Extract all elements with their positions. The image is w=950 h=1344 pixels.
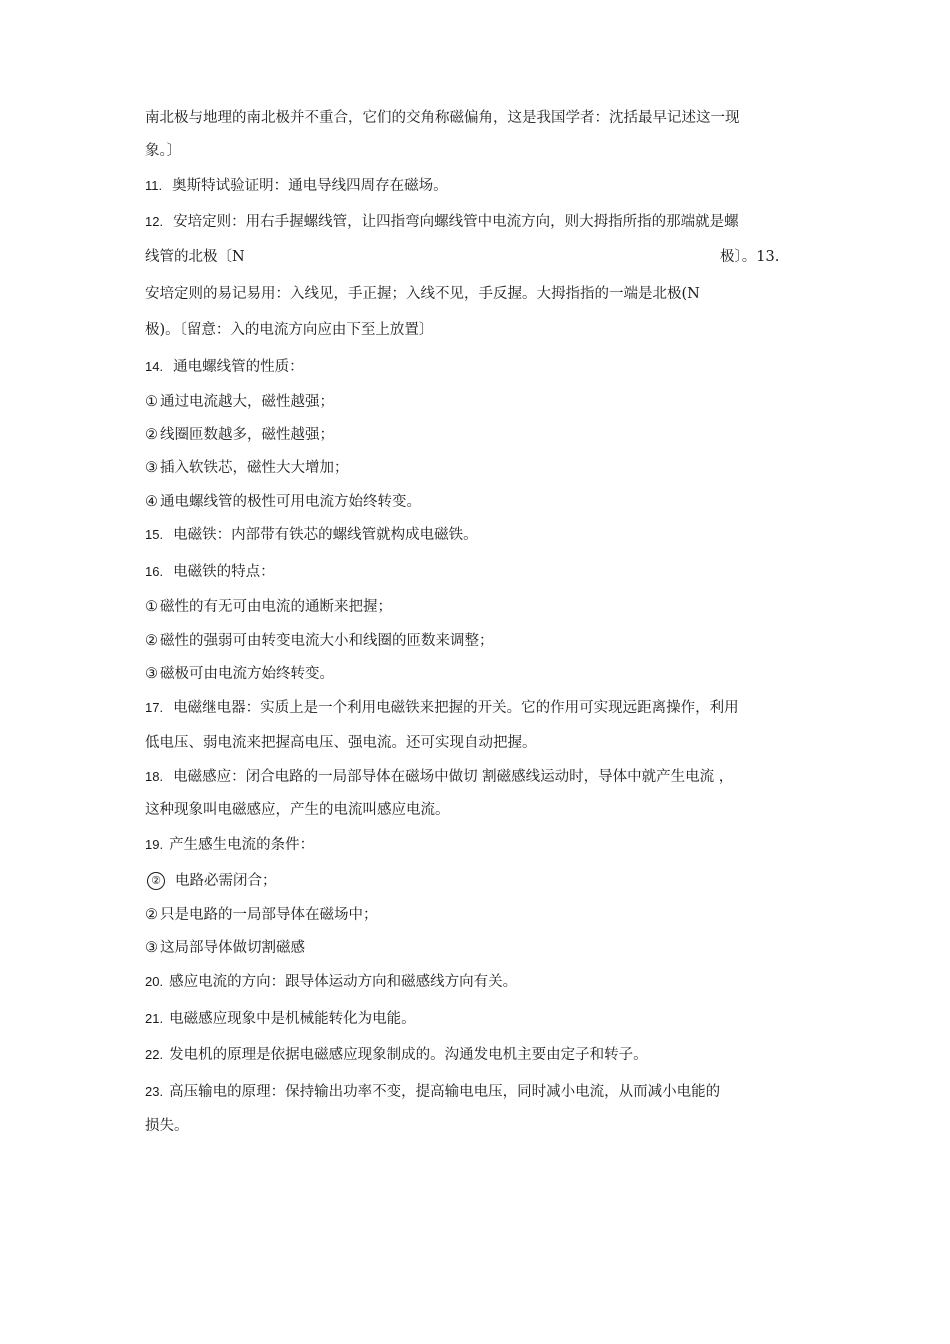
text-line: [145, 320, 805, 340]
list-item: [145, 492, 805, 512]
item-number: 12.: [145, 214, 164, 229]
numbered-item-19: [145, 835, 805, 855]
circled-number: ③: [145, 666, 158, 682]
item-number: 22.: [145, 1047, 164, 1062]
item-number: 15.: [145, 527, 164, 542]
line-text: 电磁继电器：实质上是一个利用电磁铁来把握的开关。它的作用可实现远距离操作，利用: [173, 700, 739, 716]
line-text: 通电螺线管的性质：: [173, 359, 304, 375]
list-item: [145, 425, 805, 445]
line-text: 感应电流的方向：跟导体运动方向和磁感线方向有关。: [169, 974, 518, 990]
list-item: [145, 458, 805, 478]
item-number: 20.: [145, 974, 164, 989]
line-text: 磁性的有无可由电流的通断来把握；: [160, 599, 392, 615]
line-text: 安培定则：用右手握螺线管，让四指弯向螺线管中电流方向，则大拇指所指的那端就是螺: [173, 214, 739, 230]
numbered-item-16: [145, 562, 805, 582]
numbered-item-21: [145, 1009, 805, 1029]
circled-number: ④: [145, 494, 158, 510]
numbered-item-20: [145, 972, 805, 992]
item-number: 23.: [145, 1084, 164, 1099]
line-text: 通电螺线管的极性可用电流方始终转变。: [160, 494, 421, 510]
text-line: [145, 1116, 805, 1136]
item-number: 11.: [145, 178, 163, 193]
line-text: 这种现象叫电磁感应，产生的电流叫感应电流。: [145, 802, 450, 818]
line-text: 电磁铁的特点：: [173, 564, 275, 580]
text-line: [145, 733, 805, 753]
line-text: 磁性的强弱可由转变电流大小和线圈的匝数来调整；: [160, 633, 494, 649]
list-item: [145, 905, 805, 925]
list-item: [145, 392, 805, 412]
circled-number: ③: [145, 940, 158, 956]
line-text: 插入软铁芯，磁性大大增加；: [160, 460, 349, 476]
numbered-item-23: [145, 1082, 805, 1102]
item-number: 16.: [145, 564, 164, 579]
line-text-right: 极〕。13.: [720, 249, 780, 265]
line-text: 这局部导体做切割磁感: [160, 940, 305, 956]
circled-number: ①: [145, 599, 158, 615]
item-number: 17.: [145, 700, 164, 715]
line-text: 产生感生电流的条件：: [169, 837, 315, 853]
circled-number-outlined: ②: [147, 872, 165, 890]
list-item: [145, 871, 805, 891]
line-text: 线圈匝数越多，磁性越强；: [160, 427, 334, 443]
numbered-item-22: [145, 1045, 805, 1065]
line-text: 只是电路的一局部导体在磁场中；: [160, 907, 378, 923]
text-line: [145, 108, 805, 128]
text-line: [145, 800, 805, 820]
line-text: 低电压、弱电流来把握高电压、强电流。还可实现自动把握。: [145, 735, 537, 751]
line-text: 电磁铁：内部带有铁芯的螺线管就构成电磁铁。: [173, 527, 478, 543]
line-text: 象。〕: [145, 143, 182, 159]
line-text: 高压输电的原理：保持输出功率不变，提高输电电压，同时减小电流，从而减小电能的: [169, 1084, 721, 1100]
circled-number: ①: [145, 394, 158, 410]
numbered-item-17: [145, 698, 805, 718]
line-text: 磁极可由电流方始终转变。: [160, 666, 334, 682]
line-text: 电磁感应：闭合电路的一局部导体在磁场中做切 割磁感线运动时，导体中就产生电流 ，: [173, 769, 734, 785]
list-item: [145, 938, 805, 958]
line-text: 通过电流越大，磁性越强；: [160, 394, 334, 410]
numbered-item-11: [145, 176, 805, 196]
line-text: 电磁感应现象中是机械能转化为电能。: [169, 1011, 416, 1027]
line-text: 损失。: [145, 1118, 189, 1134]
line-text: 极)。〔留意：入的电流方向应由下至上放置〕: [145, 322, 434, 338]
line-text: 奥斯特试验证明：通电导线四周存在磁场。: [172, 178, 448, 194]
item-number: 18.: [145, 769, 164, 784]
list-item: [145, 664, 805, 684]
line-text: 南北极与地理的南北极并不重合，它们的交角称磁偏角，这是我国学者：沈括最早记述这一现: [145, 110, 740, 126]
circled-number: ②: [145, 907, 158, 923]
circled-number: ②: [145, 427, 158, 443]
line-text: 线管的北极〔N: [145, 249, 245, 265]
circled-number: ②: [145, 633, 158, 649]
numbered-item-18: [145, 767, 805, 787]
item-number: 19.: [145, 837, 164, 852]
numbered-item-14: [145, 357, 805, 377]
item-number: 14.: [145, 359, 164, 374]
numbered-item-12: [145, 212, 805, 232]
line-text: 电路必需闭合；: [175, 873, 277, 889]
list-item: [145, 597, 805, 617]
text-line: [145, 284, 805, 304]
circled-number: ③: [145, 460, 158, 476]
line-text: 发电机的原理是依据电磁感应现象制成的。沟通发电机主要由定子和转子。: [169, 1047, 648, 1063]
text-line: [145, 247, 805, 267]
list-item: [145, 631, 805, 651]
numbered-item-15: [145, 525, 805, 545]
item-number: 21.: [145, 1011, 164, 1026]
line-text: 安培定则的易记易用：入线见，手正握；入线不见，手反握。大拇指指的一端是北极(N: [145, 286, 700, 302]
text-line: [145, 141, 805, 161]
